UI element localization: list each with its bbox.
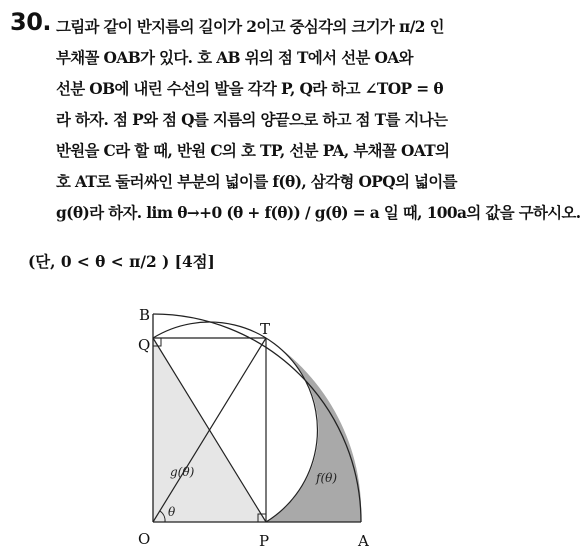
figure-svg	[120, 296, 410, 554]
statement-line-2: 부채꼴 OAB가 있다. 호 AB 위의 점 T에서 선분 OA와	[56, 49, 413, 67]
label-q: Q	[138, 336, 151, 354]
problem-number: 30.	[10, 8, 52, 36]
label-b: B	[139, 306, 151, 324]
statement-line-3: 선분 OB에 내린 수선의 발을 각각 P, Q라 하고 ∠TOP = θ	[56, 80, 444, 98]
label-t: T	[260, 320, 271, 338]
statement-line-6: 호 AT로 둘러싸인 부분의 넓이를 f(θ), 삼각형 OPQ의 넓이를	[56, 173, 457, 191]
label-f-theta: f(θ)	[316, 471, 338, 485]
label-g-theta: g(θ)	[170, 465, 195, 479]
statement-line-5: 반원을 C라 할 때, 반원 C의 호 TP, 선분 PA, 부채꼴 OAT의	[56, 142, 450, 160]
label-a: A	[358, 532, 369, 550]
problem-statement	[56, 12, 581, 229]
statement-line-4: 라 하자. 점 P와 점 Q를 지름의 양끝으로 하고 점 T를 지나는	[56, 111, 448, 129]
label-p: P	[259, 532, 270, 550]
problem-condition: (단, 0 < θ < π/2 ) [4점]	[28, 253, 215, 271]
label-o: O	[138, 530, 151, 548]
label-theta: θ	[168, 505, 176, 519]
statement-line-1: 그림과 같이 반지름의 길이가 2이고 중심각의 크기가 π/2 인	[56, 18, 444, 36]
geometry-figure	[120, 296, 410, 554]
statement-line-7: g(θ)라 하자. lim θ→+0 (θ + f(θ)) / g(θ) = a 일 때, 100a의 값을 구하시오.	[56, 204, 581, 222]
f-region	[266, 338, 361, 522]
